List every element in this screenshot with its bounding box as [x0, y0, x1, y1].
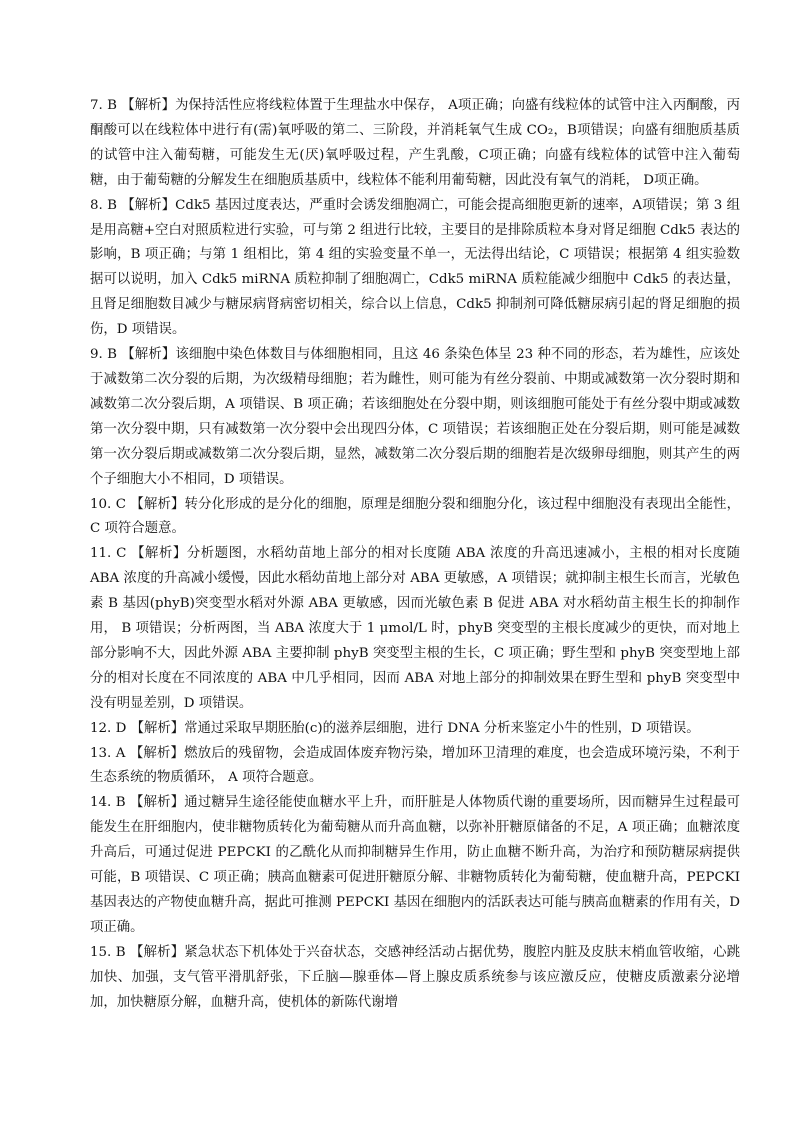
- answer-choice: D: [115, 720, 127, 736]
- explanation-text: Cdk5 基因过度表达，严重时会诱发细胞凋亡，可能会提高细胞更新的速率，A项错误；第 3 组是用高糖+空白对照质粒进行实验，可与第 2 组进行比较，主要目的是排除质粒本身对肾足细胞 Cdk5 表达的影响，B 项正确；与第 1 组相比，第 4 组的实验变量不单一，无法得出结论，C 项错误；根据第 4 组实验数据可以说明，加入 Cdk5 miRNA 质粒抑制了细胞凋亡，Cdk5 miRNA 质粒能减少细胞中 Cdk5 的表达量，且肾足细胞数目减少与糖尿病肾病密切相关，综合以上信息，Cdk5 抑制剂可降低糖尿病引起的肾足细胞的损伤，D 项错误。: [90, 197, 740, 338]
- analysis-tag: 【解析】: [121, 197, 176, 213]
- analysis-tag: 【解析】: [121, 347, 176, 363]
- item-number: 14.: [90, 795, 112, 811]
- answer-explanations: [90, 94, 740, 1016]
- analysis-tag: 【解析】: [130, 944, 185, 960]
- answer-choice: C: [115, 496, 126, 512]
- analysis-tag: 【解析】: [130, 795, 185, 811]
- item-number: 8.: [90, 197, 103, 213]
- answer-item-8: [90, 194, 740, 343]
- analysis-tag: 【解析】: [121, 98, 176, 113]
- answer-item-10: [90, 493, 740, 543]
- analysis-tag: 【解析】: [131, 546, 187, 562]
- analysis-tag: 【解析】: [129, 745, 185, 761]
- item-number: 13.: [90, 745, 112, 761]
- item-number: 11.: [90, 546, 112, 562]
- answer-choice: A: [115, 745, 126, 761]
- item-number: 12.: [90, 720, 112, 736]
- explanation-text: 为保持活性应将线粒体置于生理盐水中保存， A项正确；向盛有线粒体的试管中注入丙酮酸，丙酮酸可以在线粒体中进行有(需)氧呼吸的第二、三阶段，并消耗氧气生成 CO₂，B项错误；向盛有细胞质基质的试管中注入葡萄糖，可能发生无(厌)氧呼吸过程，产生乳酸，C项正确；向盛有线粒体的试管中注入葡萄糖，由于葡萄糖的分解发生在细胞质基质中，线粒体不能利用葡萄糖，因此没有氧气的消耗， D项正确。: [90, 98, 740, 188]
- explanation-text: 紧急状态下机体处于兴奋状态，交感神经活动占据优势，腹腔内脏及皮肤末梢血管收缩，心跳加快、加强，支气管平滑肌舒张，下丘脑—腺垂体—肾上腺皮质系统参与该应激反应，使糖皮质激素分泌增加，加快糖原分解，血糖升高，使机体的新陈代谢增: [90, 944, 741, 1010]
- explanation-text: 燃放后的残留物，会造成固体废弃物污染，增加环卫清理的难度，也会造成环境污染，不利于生态系统的物质循环， A 项符合题意。: [90, 745, 741, 786]
- item-number: 7.: [90, 98, 103, 113]
- item-number: 9.: [90, 347, 103, 363]
- item-number: 15.: [90, 944, 112, 960]
- item-number: 10.: [90, 496, 112, 512]
- answer-item-7: [90, 94, 740, 194]
- explanation-text: 转分化形成的是分化的细胞，原理是细胞分裂和细胞分化，该过程中细胞没有表现出全能性，C 项符合题意。: [90, 496, 740, 537]
- answer-choice: B: [107, 347, 117, 363]
- analysis-tag: 【解析】: [130, 496, 185, 512]
- answer-item-14: [90, 791, 740, 940]
- answer-choice: B: [115, 795, 126, 811]
- explanation-text: 通过糖异生途径能使血糖水平上升，而肝脏是人体物质代谢的重要场所，因而糖异生过程最可能发生在肝细胞内，使非糖物质转化为葡萄糖从而升高血糖，以弥补肝糖原储备的不足，A 项正确；血糖浓度升高后，可通过促进 PEPCKI 的乙酰化从而抑制糖异生作用，防止血糖不断升高，为治疗和预防糖尿病提供可能，B 项错误、C 项正确；胰高血糖素可促进肝糖原分解、非糖物质转化为葡萄糖，使血糖升高，PEPCKI 基因表达的产物使血糖升高，据此可推测 PEPCKI 基因在细胞内的活跃表达可能与胰高血糖素的作用有关，D 项正确。: [90, 795, 741, 935]
- answer-choice: B: [107, 98, 117, 113]
- answer-choice: B: [115, 944, 126, 960]
- explanation-text: 该细胞中染色体数目与体细胞相同，且这 46 条染色体呈 23 种不同的形态，若为雄性，应该处于减数第二次分裂的后期，为次级精母细胞；若为雌性，则可能为有丝分裂前、中期或减数第一次分裂时期和减数第二次分裂后期，A 项错误、B 项正确；若该细胞处在分裂中期，则该细胞可能处于有丝分裂中期或减数第一次分裂中期，只有减数第一次分裂中会出现四分体，C 项错误；若该细胞正处在分裂后期，则可能是减数第一次分裂后期或减数第二次分裂后期，显然，减数第二次分裂后期的细胞若是次级卵母细胞，则其产生的两个子细胞大小不相同，D 项错误。: [90, 347, 740, 487]
- answer-item-9: [90, 343, 740, 492]
- answer-choice: B: [107, 197, 117, 213]
- analysis-tag: 【解析】: [130, 720, 185, 736]
- explanation-text: 常通过采取早期胚胎(c)的滋养层细胞，进行 DNA 分析来鉴定小牛的性别，D 项错误。: [184, 720, 700, 736]
- answer-choice: C: [116, 546, 127, 562]
- explanation-text: 分析题图，水稻幼苗地上部分的相对长度随 ABA 浓度的升高迅速减小，主根的相对长度随 ABA 浓度的升高减小缓慢，因此水稻幼苗地上部分对 ABA 更敏感，A 项错误；就抑制主根生长而言，光敏色素 B 基因(phyB)突变型水稻对外源 ABA 更敏感，因而光敏色素 B 促进 ABA 对水稻幼苗主根生长的抑制作用， B 项错误；分析两图，当 ABA 浓度大于 1 μmol/L 时，phyB 突变型的主根长度减少的更快，而对地上部分影响不大，因此外源 ABA 主要抑制 phyB 突变型主根的生长，C 项正确；野生型和 phyB 突变型地上部分的相对长度在不同浓度的 ABA 中几乎相同，因而 ABA 对地上部分的抑制效果在野生型和 phyB 突变型中没有明显差别，D 项错误。: [90, 546, 740, 711]
- answer-item-12: [90, 717, 740, 742]
- answer-item-13: [90, 742, 740, 792]
- answer-item-11: [90, 542, 740, 716]
- answer-item-15: [90, 941, 740, 1016]
